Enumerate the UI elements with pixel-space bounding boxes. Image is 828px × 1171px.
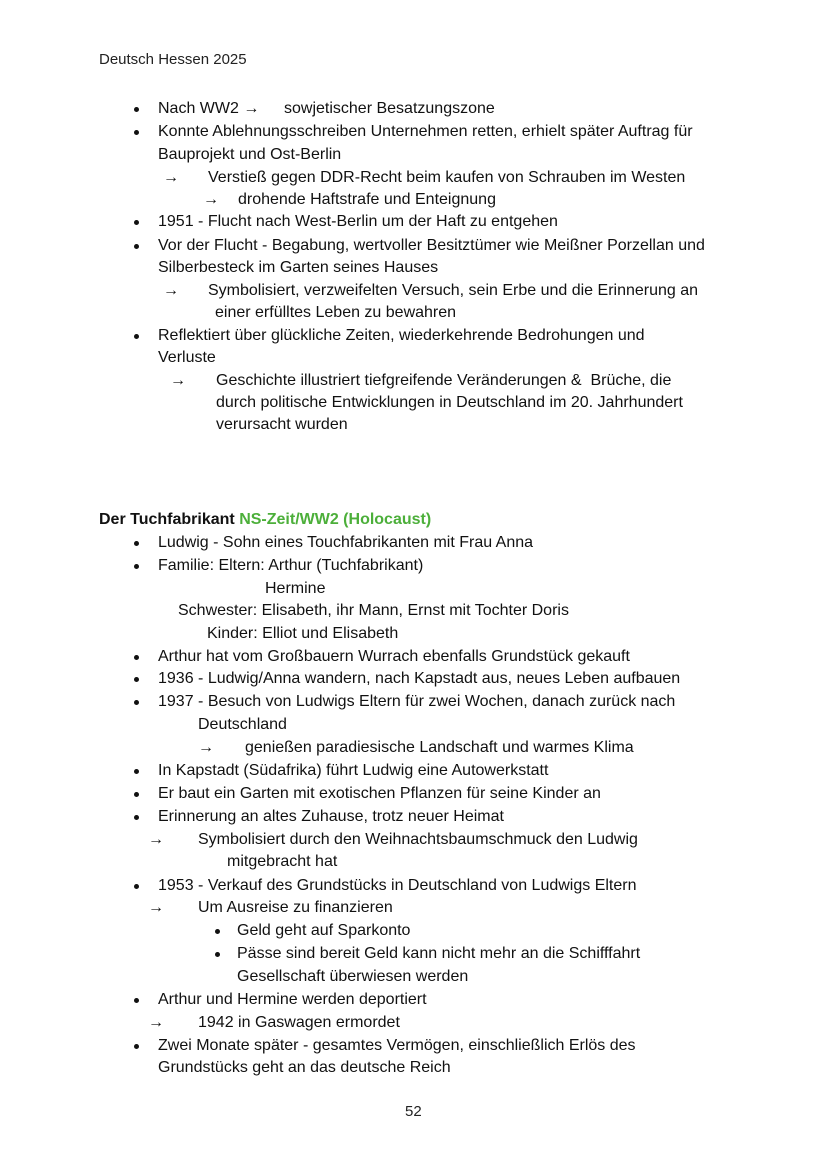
section-title: Der Tuchfabrikant (99, 511, 235, 528)
text-line: Bauprojekt und Ost-Berlin (158, 146, 342, 163)
text-line: sowjetischer Besatzungszone (284, 100, 495, 117)
bullet-icon (134, 107, 139, 112)
text-line: Er baut ein Garten mit exotischen Pflanzen für seine Kinder an (158, 785, 601, 802)
bullet-icon (134, 700, 139, 705)
text-line: Gesellschaft überwiesen werden (237, 968, 469, 985)
bullet-icon (134, 1044, 139, 1049)
page-number: 52 (405, 1103, 422, 1120)
text-line: Deutschland (198, 716, 287, 733)
bullet-icon (134, 244, 139, 249)
bullet-icon (134, 815, 139, 820)
text-line: 1937 - Besuch von Ludwigs Eltern für zwei Wochen, danach zurück nach (158, 693, 676, 710)
bullet-icon (134, 998, 139, 1003)
bullet-icon (134, 677, 139, 682)
bullet-icon (134, 334, 139, 339)
text-line: Um Ausreise zu finanzieren (198, 899, 393, 916)
text-line: Verluste (158, 349, 216, 366)
arrow-icon: → (203, 191, 219, 208)
text-line: Schwester: Elisabeth, ihr Mann, Ernst mit Tochter Doris (178, 602, 569, 619)
text-line: Hermine (265, 580, 326, 597)
bullet-icon (134, 884, 139, 889)
section-tag: NS-Zeit/WW2 (Holocaust) (239, 511, 432, 528)
bullet-icon (134, 220, 139, 225)
text-line: Familie: Eltern: Arthur (Tuchfabrikant) (158, 557, 424, 574)
arrow-icon: → (170, 372, 186, 389)
text-line: Nach WW2 → (158, 100, 260, 117)
text-line: 1951 - Flucht nach West-Berlin um der Haft zu entgehen (158, 213, 558, 230)
arrow-icon: → (148, 899, 164, 916)
arrow-icon: → (148, 831, 164, 848)
text-line: Grundstücks geht an das deutsche Reich (158, 1059, 451, 1076)
bullet-icon (134, 564, 139, 569)
text-line: durch politische Entwicklungen in Deutschland im 20. Jahrhundert (216, 394, 683, 411)
text-line: Geld geht auf Sparkonto (237, 922, 411, 939)
arrow-icon: → (148, 1014, 164, 1031)
text-line: Geschichte illustriert tiefgreifende Veränderungen & Brüche, die (216, 372, 672, 389)
text-line: Reflektiert über glückliche Zeiten, wiederkehrende Bedrohungen und (158, 327, 645, 344)
bullet-icon (134, 769, 139, 774)
text-line: Kinder: Elliot und Elisabeth (207, 625, 399, 642)
text-line: Konnte Ablehnungsschreiben Unternehmen retten, erhielt später Auftrag für (158, 123, 693, 140)
text-line: Zwei Monate später - gesamtes Vermögen, einschließlich Erlös des (158, 1037, 636, 1054)
arrow-icon: → (198, 739, 214, 756)
text-line: verursacht wurden (216, 416, 348, 433)
section-heading (99, 511, 431, 529)
text-line: Vor der Flucht - Begabung, wertvoller Besitztümer wie Meißner Porzellan und (158, 237, 705, 254)
text-line: 1953 - Verkauf des Grundstücks in Deutschland von Ludwigs Eltern (158, 877, 637, 894)
text-line: drohende Haftstrafe und Enteignung (238, 191, 496, 208)
bullet-icon (134, 792, 139, 797)
text-line: 1942 in Gaswagen ermordet (198, 1014, 400, 1031)
text-line: Ludwig - Sohn eines Touchfabrikanten mit Frau Anna (158, 534, 534, 551)
bullet-icon (215, 929, 220, 934)
page-header: Deutsch Hessen 2025 (99, 51, 247, 68)
text-line: Pässe sind bereit Geld kann nicht mehr an die Schifffahrt (237, 945, 641, 962)
text-line: Symbolisiert, verzweifelten Versuch, sein Erbe und die Erinnerung an (208, 282, 699, 299)
text-line: Verstieß gegen DDR-Recht beim kaufen von Schrauben im Westen (208, 169, 686, 186)
text-line: In Kapstadt (Südafrika) führt Ludwig eine Autowerkstatt (158, 762, 549, 779)
bullet-icon (134, 655, 139, 660)
bullet-icon (134, 541, 139, 546)
text-line: einer erfülltes Leben zu bewahren (215, 304, 457, 321)
arrow-icon: → (163, 282, 179, 299)
arrow-icon: → (163, 169, 179, 186)
bullet-icon (134, 130, 139, 135)
text-line: Arthur und Hermine werden deportiert (158, 991, 427, 1008)
text-line: Symbolisiert durch den Weihnachtsbaumschmuck den Ludwig (198, 831, 638, 848)
text-line: genießen paradiesische Landschaft und warmes Klima (245, 739, 634, 756)
text-line: Erinnerung an altes Zuhause, trotz neuer Heimat (158, 808, 504, 825)
text-line: Silberbesteck im Garten seines Hauses (158, 259, 439, 276)
bullet-icon (215, 952, 220, 957)
text-line: Arthur hat vom Großbauern Wurrach ebenfalls Grundstück gekauft (158, 648, 630, 665)
text-line: 1936 - Ludwig/Anna wandern, nach Kapstadt aus, neues Leben aufbauen (158, 670, 681, 687)
text-line: mitgebracht hat (227, 853, 338, 870)
